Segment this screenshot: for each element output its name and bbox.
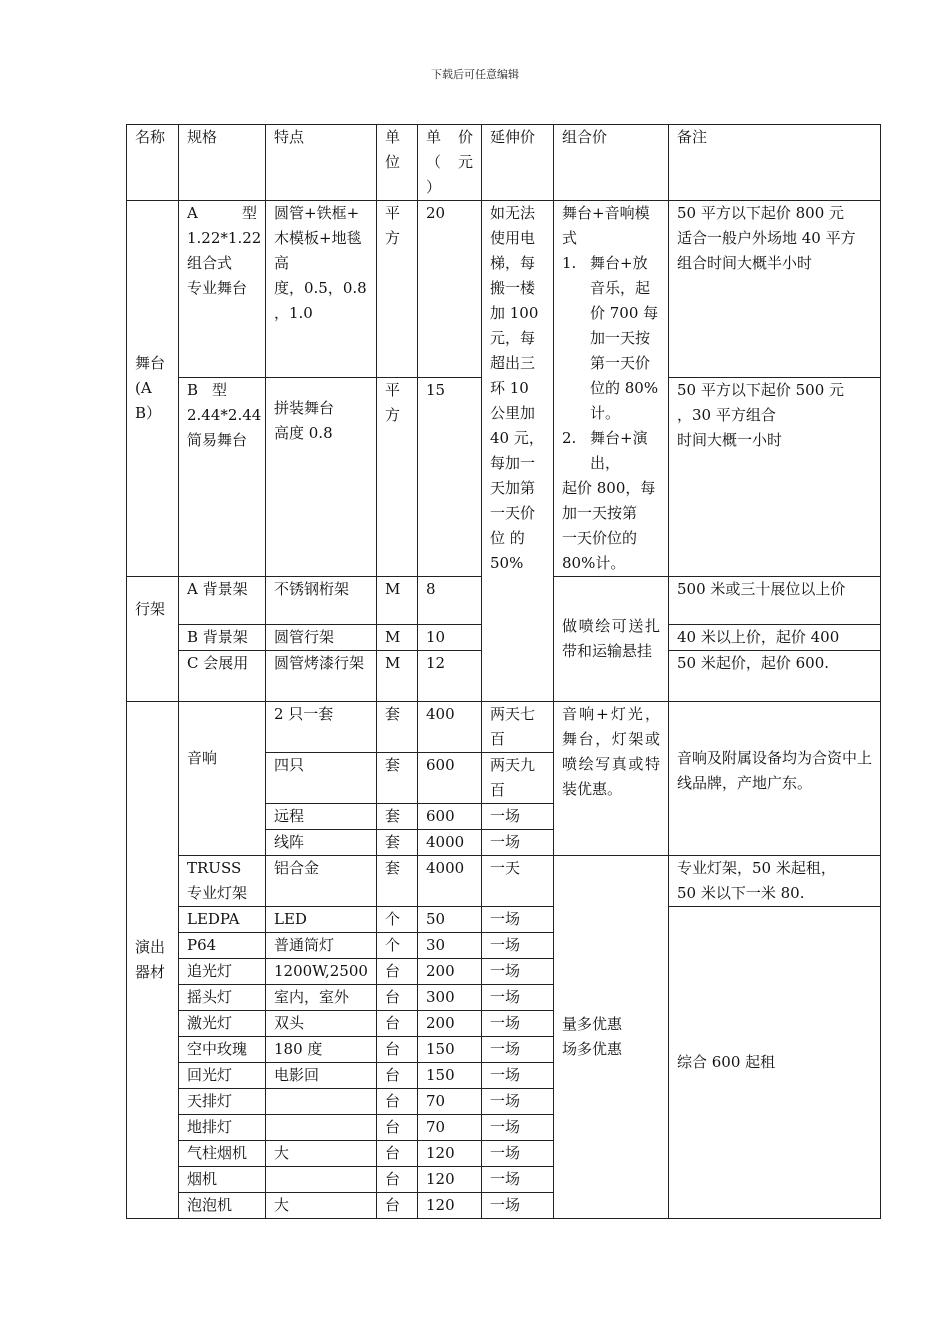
light-row: 气柱烟机 大 台 120 一场 [127, 1141, 881, 1167]
stage-a-note: 50 平方以下起价 800 元 适合一般户外场地 40 平方 组合时间大概半小时 [669, 201, 881, 378]
col-header-combo: 组合价 [554, 125, 669, 201]
rack-feature: 不锈钢桁架 [266, 577, 377, 625]
audio-spec: 音响 [179, 702, 266, 856]
stage-a-unit: 平 方 [377, 201, 418, 378]
audio-price: 600 [418, 804, 482, 830]
truss-note: 专业灯架，50 米起租， 50 米以下一米 80. [669, 856, 881, 907]
truss-spec: TRUSS 专业灯架 [179, 856, 266, 907]
lights-note: 综合 600 起租 [669, 907, 881, 1219]
truss-row [127, 856, 881, 907]
price-table [126, 124, 881, 1219]
audio-feature: 线阵 [266, 830, 377, 856]
audio-feature: 远程 [266, 804, 377, 830]
light-row: 空中玫瑰 180 度 台 150 一场 [127, 1037, 881, 1063]
audio-note: 音响及附属设备均为合资中上线品牌，产地广东。 [669, 702, 881, 856]
page-header: 下载后可任意编辑 [431, 68, 519, 81]
rack-feature: 圆管行架 [266, 625, 377, 651]
audio-extend: 一场 [482, 804, 554, 830]
rack-price: 12 [418, 651, 482, 702]
stage-b-unit: 平 方 [377, 377, 418, 576]
stage-name-cell: 舞台 (A B） [127, 201, 179, 577]
truss-unit: 套 [377, 856, 418, 907]
rack-spec: C 会展用 [179, 651, 266, 702]
audio-price: 4000 [418, 830, 482, 856]
rack-price: 10 [418, 625, 482, 651]
rack-unit: M [377, 625, 418, 651]
truss-price: 4000 [418, 856, 482, 907]
stage-b-price: 15 [418, 377, 482, 576]
audio-unit: 套 [377, 804, 418, 830]
truss-feature: 铝合金 [266, 856, 377, 907]
light-row: 摇头灯 室内，室外 台 300 一场 [127, 985, 881, 1011]
light-row: 回光灯 电影回 台 150 一场 [127, 1063, 881, 1089]
table-header-row [127, 125, 881, 201]
col-header-name: 名称 [127, 125, 179, 201]
rack-feature: 圆管烤漆行架 [266, 651, 377, 702]
stage-a-price: 20 [418, 201, 482, 378]
light-row: 天排灯 台 70 一场 [127, 1089, 881, 1115]
audio-combo-price: 音响+灯光，舞台，灯架或喷绘写真或特装优惠。 [554, 702, 669, 856]
audio-unit: 套 [377, 702, 418, 753]
col-header-extend: 延伸价 [482, 125, 554, 201]
rack-unit: M [377, 577, 418, 625]
stage-b-note: 50 平方以下起价 500 元 ，30 平方组合 时间大概一小时 [669, 377, 881, 576]
equipment-name-cell: 演出 器材 [127, 702, 179, 1219]
rack-spec: B 背景架 [179, 625, 266, 651]
stage-b-feature: 拼装舞台 高度 0.8 [266, 377, 377, 576]
col-header-unit: 单 位 [377, 125, 418, 201]
stage-b-spec: B 型 2.44*2.44 简易舞台 [179, 377, 266, 576]
audio-price: 600 [418, 753, 482, 804]
rack-unit: M [377, 651, 418, 702]
audio-extend: 两天九百 [482, 753, 554, 804]
audio-unit: 套 [377, 753, 418, 804]
audio-feature: 四只 [266, 753, 377, 804]
rack-note: 50 米起价，起价 600. [669, 651, 881, 702]
rack-note: 40 米以上价，起价 400 [669, 625, 881, 651]
rack-note: 500 米或三十展位以上价 [669, 577, 881, 625]
light-row: 追光灯 1200W,2500 台 200 一场 [127, 959, 881, 985]
stage-a-row [127, 201, 881, 378]
stage-a-feature: 圆管+铁框+ 木模板+地毯 高 度，0.5，0.8 ，1.0 [266, 201, 377, 378]
light-row: 泡泡机 大 台 120 一场 [127, 1193, 881, 1219]
stage-combo-price: 舞台+音响模 式 1. 舞台+放 音乐，起 价 700 每 加一天按 第一天价 位的 80% 计。 2. 舞台+演 出， 起价 800，每 加一天按第 一天价位的 80%计。 [554, 201, 669, 577]
rack-name-cell: 行架 [127, 577, 179, 702]
audio-feature: 2 只一套 [266, 702, 377, 753]
rack-spec: A 背景架 [179, 577, 266, 625]
audio-extend: 两天七百 [482, 702, 554, 753]
col-header-spec: 规格 [179, 125, 266, 201]
light-row: P64 普通筒灯 个 30 一场 [127, 933, 881, 959]
audio-row [127, 702, 881, 753]
light-row: LEDPA LED 个 50 一场 综合 600 起租 [127, 907, 881, 933]
light-row: 烟机 台 120 一场 [127, 1167, 881, 1193]
audio-price: 400 [418, 702, 482, 753]
col-header-price: 单 价 （ 元 ） [418, 125, 482, 201]
lights-combo-price: 量多优惠 场多优惠 [554, 856, 669, 1219]
audio-extend: 一场 [482, 830, 554, 856]
truss-extend: 一天 [482, 856, 554, 907]
col-header-note: 备注 [669, 125, 881, 201]
rack-combo-price: 做喷绘可送扎带和运输悬挂 [554, 577, 669, 702]
light-row: 激光灯 双头 台 200 一场 [127, 1011, 881, 1037]
rack-price: 8 [418, 577, 482, 625]
col-header-feature: 特点 [266, 125, 377, 201]
stage-extend-price: 如无法 使用电 梯，每 搬一楼 加 100 元，每 超出三 环 10 公里加 40 元， 每加一 天加第 一天价 位 的 50% [482, 201, 554, 702]
light-row: 地排灯 台 70 一场 [127, 1115, 881, 1141]
audio-unit: 套 [377, 830, 418, 856]
stage-a-spec: A 型 1.22*1.22 组合式 专业舞台 [179, 201, 266, 378]
